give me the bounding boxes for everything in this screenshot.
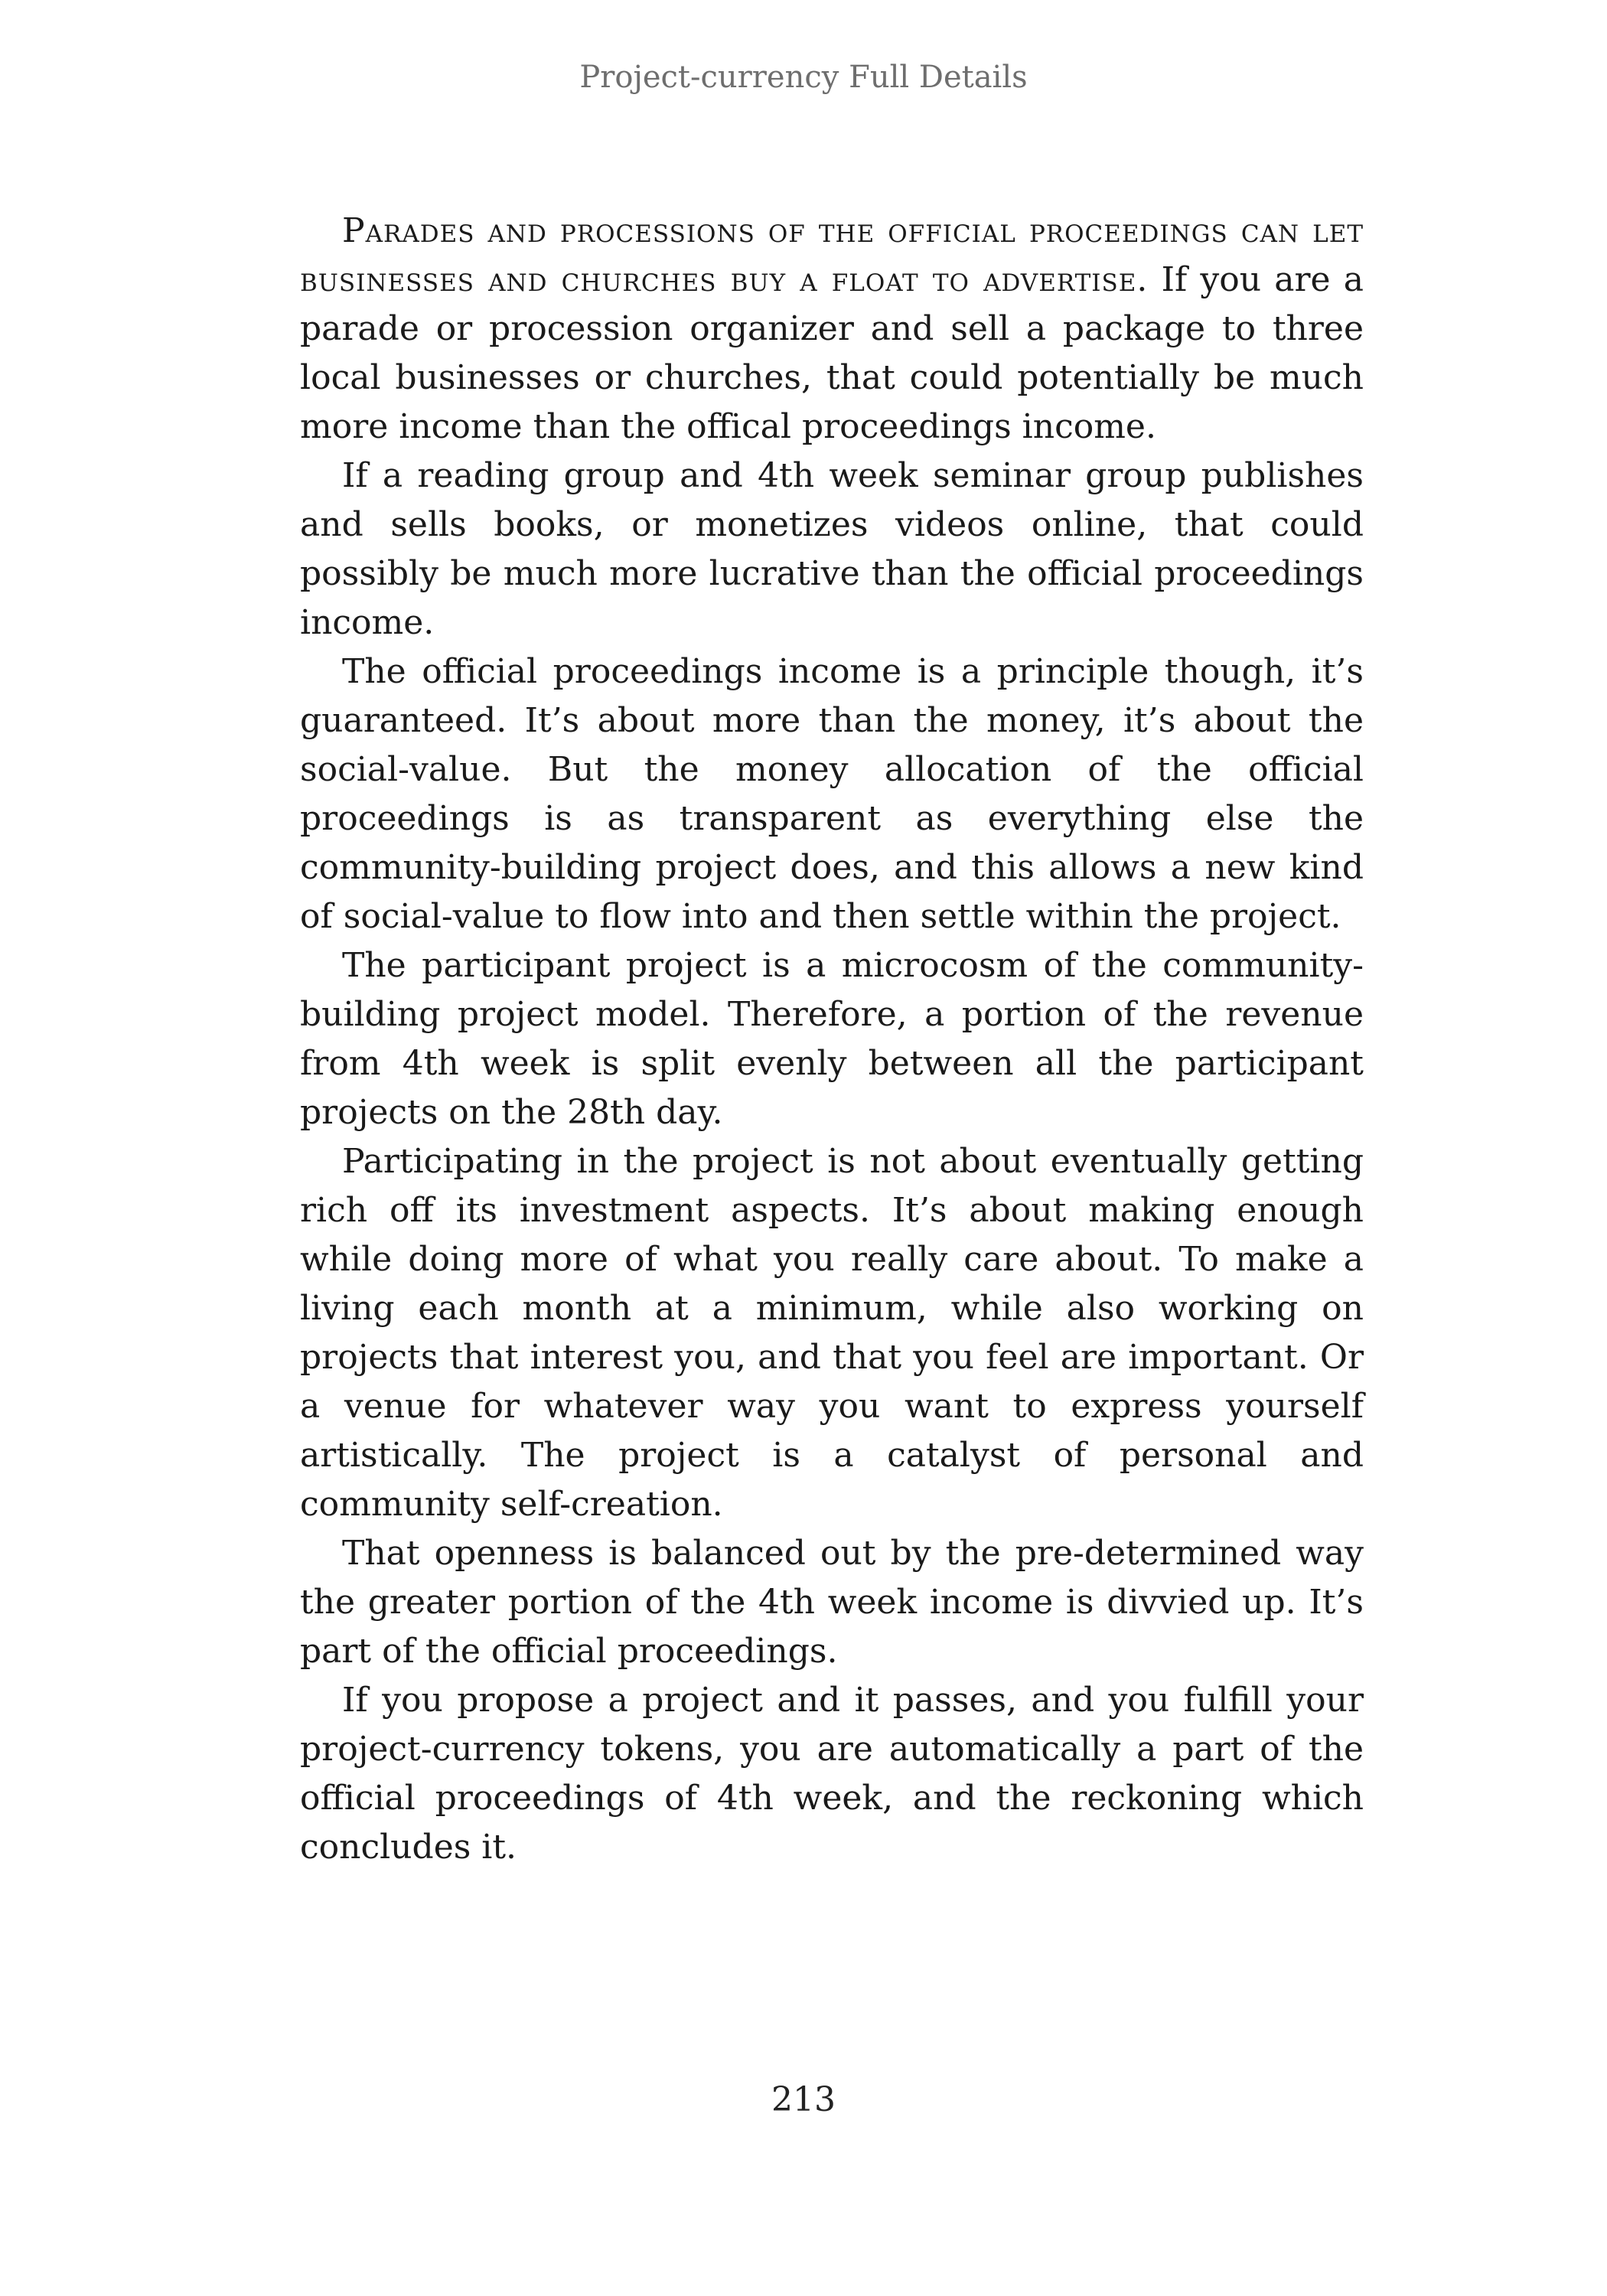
running-header: Project-currency Full Details <box>579 60 1028 95</box>
paragraph-1-smallcaps-lead: Parades and processions of the official proceedings can let businesses and churches buy a float to advertise. <box>300 211 1364 299</box>
page-number: 213 <box>771 2080 836 2119</box>
body-text <box>300 207 1364 1872</box>
paragraph-6: That openness is balanced out by the pre-determined way the greater portion of the 4th week income is divvied up. It’s part of the official proceedings. <box>300 1534 1364 1671</box>
paragraph-5: Participating in the project is not about eventually getting rich off its investment aspects. It’s about making enough while doing more of what you really care about. To make a living each month at a minimum, while also working on projects that interest you, and that you feel are important. Or a venue for whatever way you want to express yourself artistically. The project is a catalyst of personal and community self-creation. <box>300 1142 1364 1524</box>
paragraph-4: The participant project is a microcosm of the community-building project model. Therefore, a portion of the revenue from 4th week is split evenly between all the participant projects on the 28th day. <box>300 946 1364 1132</box>
paragraph-3: The official proceedings income is a principle though, it’s guaranteed. It’s about more than the money, it’s about the social-value. But the money allocation of the official proceedings is as transparent as everything else the community-building project does, and this allows a new kind of social-value to flow into and then settle within the project. <box>300 652 1364 936</box>
paragraph-7: If you propose a project and it passes, and you fulfill your project-currency tokens, you are automatically a part of the official proceedings of 4th week, and the reckoning which concludes it. <box>300 1681 1364 1867</box>
paragraph-2: If a reading group and 4th week seminar group publishes and sells books, or monetizes videos online, that could possibly be much more lucrative than the official proceedings income. <box>300 456 1364 642</box>
paragraph-1-text: If you are a parade or procession organizer and sell a package to three local businesses or churches, that could potentially be much more income than the offical proceedings income. <box>300 260 1364 446</box>
paragraph-1 <box>300 207 1364 452</box>
